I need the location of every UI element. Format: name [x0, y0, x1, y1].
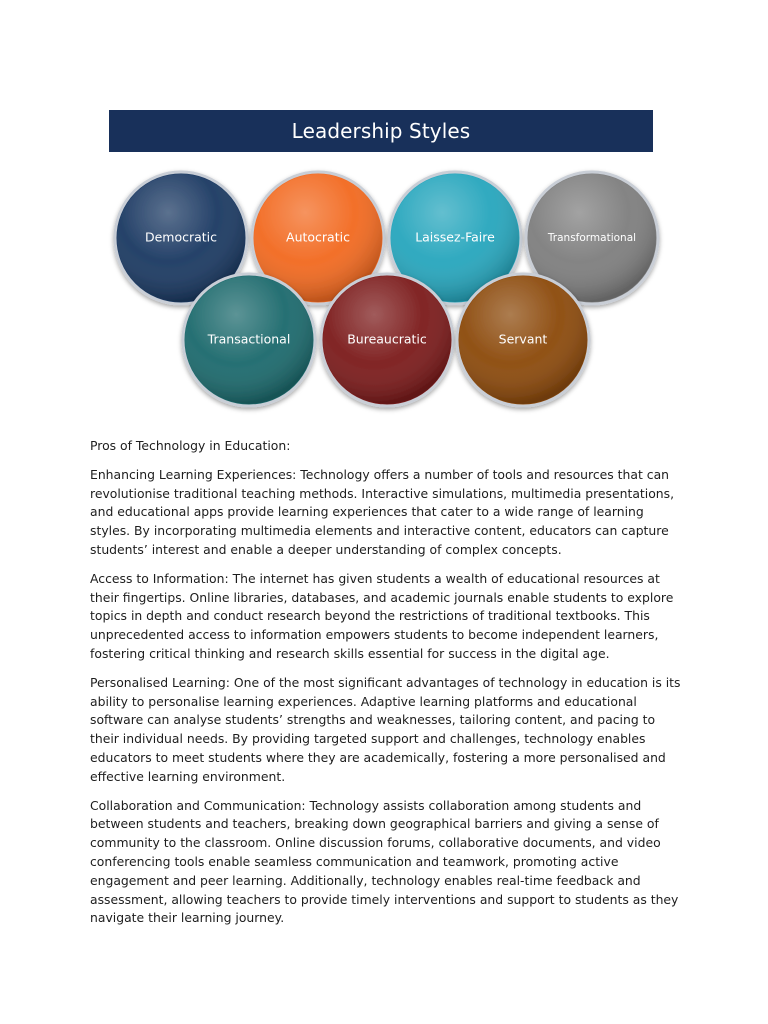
paragraph-access-to-information: Access to Information: The internet has given students a wealth of educational resources at their fingertips. Online libraries, databases, and academic journals enable students to explore topics in depth and conduct research beyond the restrictions of traditional textbooks. This unprecedented access to information empowers students to become independent learners, fostering critical thinking and research skills essential for success in the digital age.	[90, 570, 674, 661]
label-transformational: Transformational	[547, 232, 637, 244]
leadership-styles-diagram	[0, 0, 768, 430]
section-heading: Pros of Technology in Education:	[90, 438, 291, 453]
article-body	[90, 437, 682, 938]
paragraph-enhancing-learning: Enhancing Learning Experiences: Technology offers a number of tools and resources that can revolutionise traditional teaching methods. Interactive simulations, multimedia presentations, and educational apps provide learning experiences that cater to a wide range of learning styles. By incorporating multimedia elements and interactive content, educators can capture students’ interest and enable a deeper understanding of complex concepts.	[90, 466, 675, 557]
label-democratic: Democratic	[144, 229, 218, 245]
label-servant: Servant	[498, 331, 548, 347]
circle-servant	[457, 274, 589, 406]
circle-bureaucratic	[321, 274, 453, 406]
label-bureaucratic: Bureaucratic	[347, 331, 427, 347]
label-laissez-faire: Laissez-Faire	[415, 229, 495, 245]
label-autocratic: Autocratic	[286, 229, 350, 245]
diagram-title: Leadership Styles	[291, 119, 471, 143]
circle-transactional	[183, 274, 315, 406]
label-transactional: Transactional	[207, 331, 291, 347]
paragraph-collaboration-communication: Collaboration and Communication: Technology assists collaboration among students and between students and teachers, breaking down geographical barriers and giving a sense of community to the classroom. Online discussion forums, collaborative documents, and video conferencing tools enable seamless communication and teamwork, promoting active engagement and peer learning. Additionally, technology enables real-time feedback and assessment, allowing teachers to provide timely interventions and support to students as they navigate their learning journey.	[90, 797, 679, 926]
paragraph-personalised-learning: Personalised Learning: One of the most significant advantages of technology in education is its ability to personalise learning experiences. Adaptive learning platforms and educational software can analyse students’ strengths and weaknesses, tailoring content, and pacing to their individual needs. By providing targeted support and challenges, technology enables educators to meet students where they are academically, fostering a more personalised and effective learning environment.	[90, 674, 681, 784]
